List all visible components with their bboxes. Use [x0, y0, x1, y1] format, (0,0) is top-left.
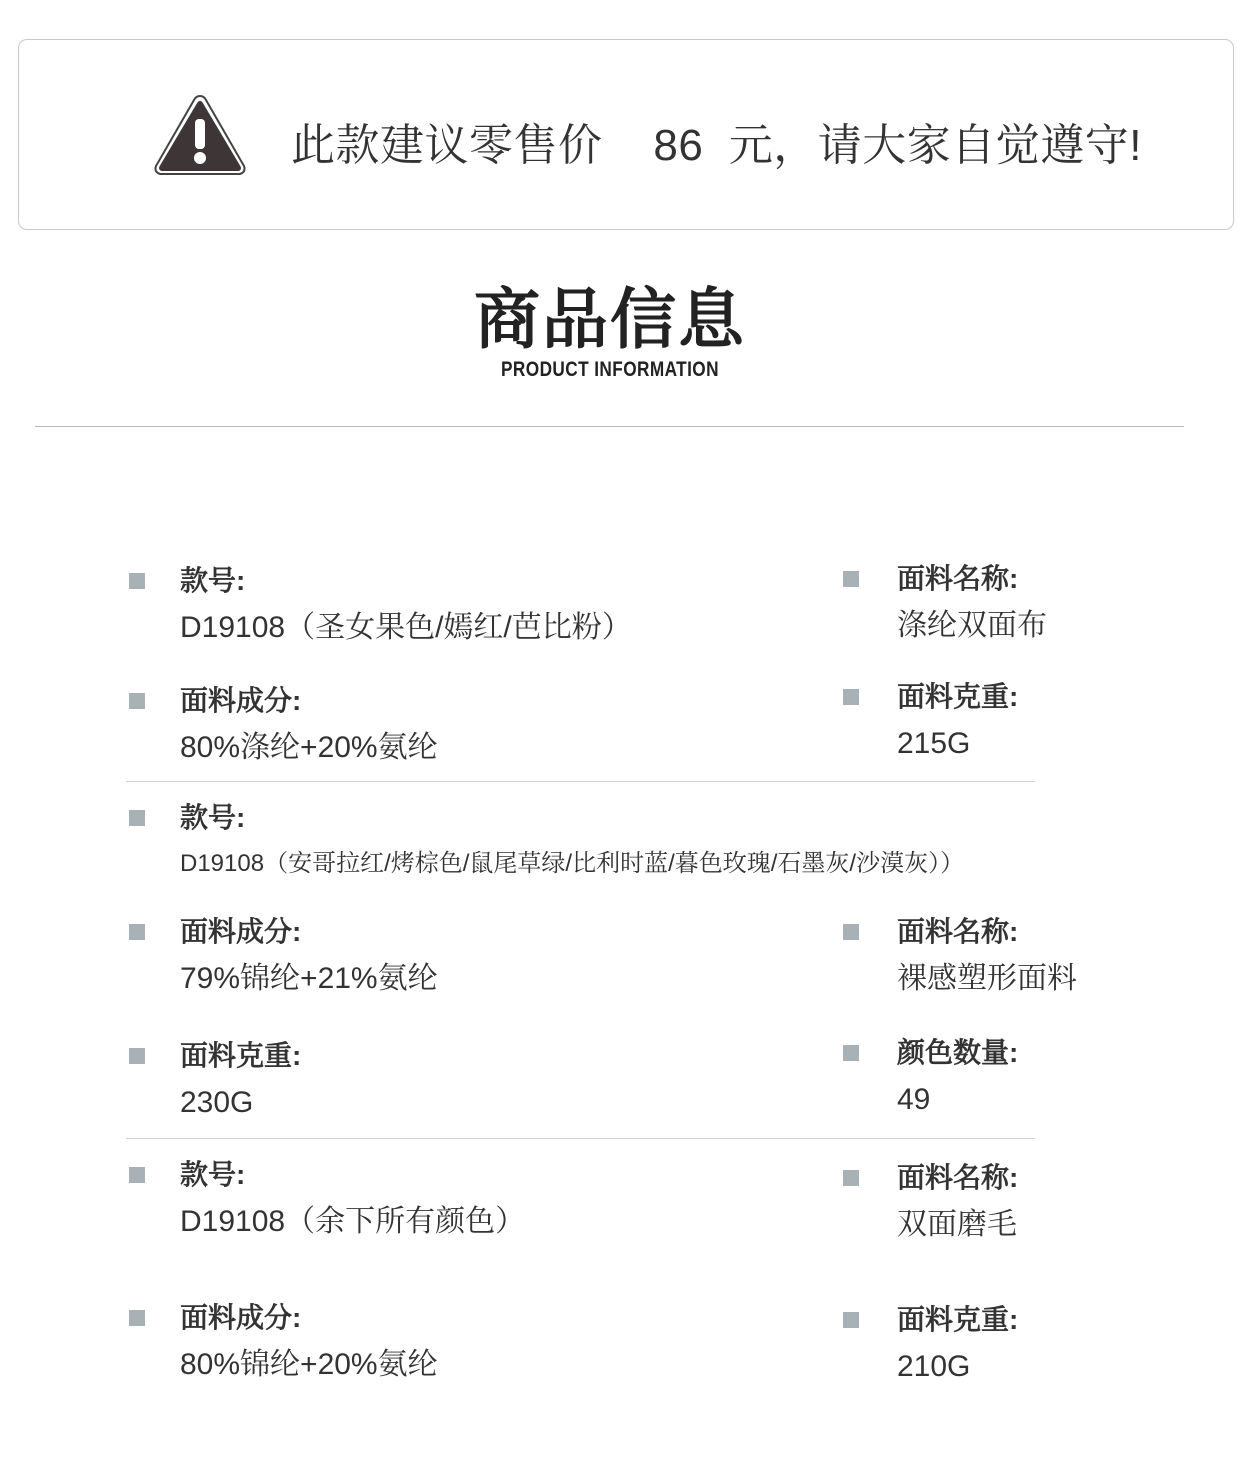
bullet-icon: [843, 1312, 859, 1328]
header-divider: [35, 426, 1184, 427]
bullet-icon: [129, 924, 145, 940]
spec-label: 面料克重:: [180, 1040, 302, 1071]
spec-label: 颜色数量:: [897, 1037, 1019, 1068]
spec-value: 双面磨毛: [897, 1208, 1017, 1241]
bullet-icon: [129, 810, 145, 826]
spec-label: 款号:: [180, 802, 246, 833]
spec-value: 49: [897, 1083, 931, 1116]
bullet-icon: [843, 924, 859, 940]
group-divider: [126, 1138, 1035, 1139]
spec-label: 款号:: [180, 1159, 246, 1190]
bullet-icon: [843, 1170, 859, 1186]
spec-value: D19108（圣女果色/嫣红/芭比粉）: [180, 611, 632, 644]
spec-value: 80%涤纶+20%氨纶: [180, 731, 438, 764]
spec-label: 面料名称:: [897, 916, 1019, 947]
group-divider: [126, 781, 1035, 782]
price-notice-text: [291, 121, 1143, 170]
spec-label: 面料名称:: [897, 1162, 1019, 1193]
spec-value: 裸感塑形面料: [897, 962, 1077, 995]
bullet-icon: [843, 689, 859, 705]
spec-value: 79%锦纶+21%氨纶: [180, 962, 438, 995]
bullet-icon: [129, 693, 145, 709]
spec-label: 面料克重:: [897, 681, 1019, 712]
bullet-icon: [129, 1310, 145, 1326]
bullet-icon: [843, 571, 859, 587]
notice-prefix: 此款建议零售价: [291, 121, 603, 170]
spec-value: 215G: [897, 727, 971, 760]
bullet-icon: [843, 1045, 859, 1061]
spec-value: 80%锦纶+20%氨纶: [180, 1348, 438, 1381]
spec-label: 面料成分:: [180, 685, 302, 716]
page-subtitle: PRODUCT INFORMATION: [501, 358, 719, 381]
spec-label: 面料克重:: [897, 1304, 1019, 1335]
bullet-icon: [129, 573, 145, 589]
bullet-icon: [129, 1167, 145, 1183]
page-title: 商品信息: [474, 282, 746, 356]
notice-suffix: 元，请大家自觉遵守!: [728, 121, 1143, 170]
notice-price: 86: [653, 121, 704, 170]
spec-label: 面料成分:: [180, 1302, 302, 1333]
warning-icon: [152, 92, 248, 178]
bullet-icon: [129, 1048, 145, 1064]
spec-value: 230G: [180, 1086, 254, 1119]
spec-label: 款号:: [180, 565, 246, 596]
spec-value: 210G: [897, 1350, 971, 1383]
spec-label: 面料成分:: [180, 916, 302, 947]
spec-value: D19108（安哥拉红/烤棕色/鼠尾草绿/比利时蓝/暮色玫瑰/石墨灰/沙漠灰））: [180, 850, 965, 877]
price-notice-banner: [18, 39, 1234, 230]
spec-value: 涤纶双面布: [897, 609, 1047, 642]
spec-value: D19108（余下所有颜色）: [180, 1205, 526, 1238]
spec-label: 面料名称:: [897, 563, 1019, 594]
